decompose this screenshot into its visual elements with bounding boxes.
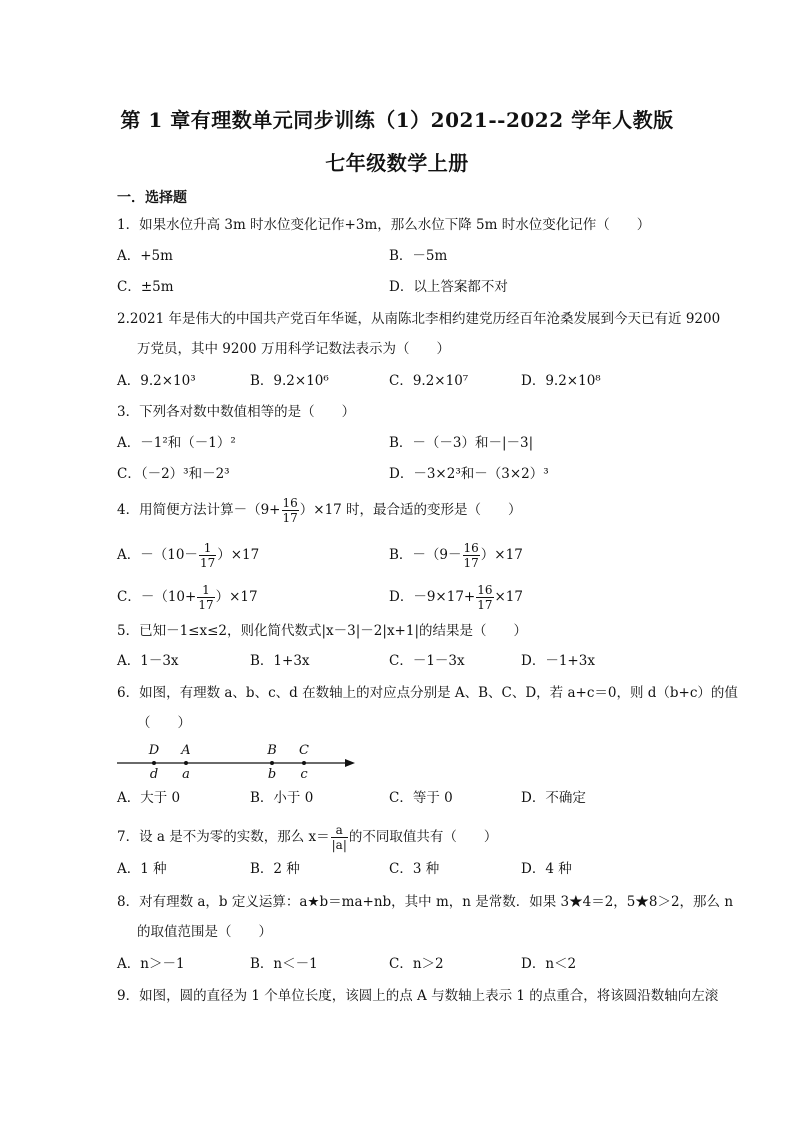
q2-option-d: D．9.2×10⁸ — [521, 373, 601, 389]
q7-stem — [117, 823, 497, 852]
label-upper-b: B — [267, 743, 277, 758]
q8-option-d: D．n＜2 — [521, 956, 577, 972]
q9-stem-line1: 9．如图，圆的直径为 1 个单位长度，该圆上的点 A 与数轴上表示 1 的点重合，将该圆沿数轴向左滚 — [117, 988, 719, 1004]
q3-option-c: C．（－2）³和－2³ — [117, 466, 230, 482]
q7-option-c: C．3 种 — [389, 861, 440, 877]
q6-stem-line2: （ ） — [137, 715, 191, 731]
q4-stem — [117, 496, 522, 525]
q8-option-b: B．n＜－1 — [250, 956, 318, 972]
q4-a-fraction — [199, 541, 216, 570]
q4-d-pre: D．－9×17+ — [389, 589, 476, 605]
q5-option-b: B．1+3x — [250, 653, 310, 669]
q4-c-denominator: 17 — [198, 598, 214, 612]
point-b-marker — [270, 761, 274, 765]
q4-stem-post: ）×17 时，最合适的变形是（ ） — [299, 502, 522, 518]
number-line-arrow — [345, 759, 355, 767]
q6-option-d: D．不确定 — [521, 790, 586, 806]
q6-option-a: A．大于 0 — [117, 790, 181, 806]
q7-stem-pre: 7．设 a 是不为零的实数，那么 x＝ — [117, 829, 330, 845]
label-lower-d: d — [149, 767, 159, 780]
section-heading: 一．选择题 — [117, 190, 187, 206]
point-a-marker — [184, 761, 188, 765]
q4-d-fraction — [476, 583, 493, 612]
point-c-marker — [302, 761, 306, 765]
q4-option-c — [117, 583, 258, 612]
q6-stem-line1: 6．如图，有理数 a、b、c、d 在数轴上的对应点分别是 A、B、C、D，若 a+c＝0，则 d（b+c）的值 — [117, 685, 738, 701]
q6-option-b: B．小于 0 — [250, 790, 314, 806]
q7-option-a: A．1 种 — [117, 861, 167, 877]
q4-b-post: ）×17 — [480, 547, 523, 563]
q3-option-a: A．－1²和（－1）² — [117, 435, 236, 451]
title-line-1: 第 1 章有理数单元同步训练（1）2021--2022 学年人教版 — [120, 108, 674, 132]
label-upper-c: C — [299, 743, 309, 758]
q1-option-d: D．以上答案都不对 — [389, 279, 508, 295]
q7-stem-denominator: |a| — [331, 838, 347, 852]
q7-stem-post: 的不同取值共有（ ） — [348, 829, 498, 845]
q7-option-d: D．4 种 — [521, 861, 572, 877]
q2-stem-line2: 万党员，其中 9200 万用科学记数法表示为（ ） — [137, 341, 450, 357]
q5-option-c: C．－1－3x — [389, 653, 465, 669]
q4-c-pre: C．－（10+ — [117, 589, 197, 605]
q4-stem-numerator: 16 — [282, 496, 298, 510]
q8-option-c: C．n＞2 — [389, 956, 444, 972]
label-upper-d: D — [148, 743, 160, 758]
q4-b-denominator: 17 — [463, 556, 479, 570]
q8-stem-line1: 8．对有理数 a，b 定义运算：a★b＝ma+nb，其中 m，n 是常数．如果 3★4＝2，5★8＞2，那么 n — [117, 894, 734, 910]
q1-option-b: B．－5m — [389, 248, 448, 264]
q4-a-post: ）×17 — [217, 547, 260, 563]
q4-option-d — [389, 583, 523, 612]
q4-c-fraction — [197, 583, 214, 612]
q5-stem: 5．已知－1≤x≤2，则化简代数式|x－3|－2|x+1|的结果是（ ） — [117, 623, 528, 639]
q4-a-denominator: 17 — [199, 556, 216, 570]
label-upper-a: A — [181, 743, 191, 758]
q4-c-post: ）×17 — [215, 589, 258, 605]
label-lower-a: a — [182, 767, 190, 780]
q4-c-numerator: 1 — [197, 583, 214, 598]
q8-option-a: A．n＞－1 — [117, 956, 185, 972]
q1-stem: 1．如果水位升高 3m 时水位变化记作+3m，那么水位下降 5m 时水位变化记作（ ） — [117, 217, 651, 233]
q4-b-fraction — [463, 541, 480, 570]
q4-b-numerator: 16 — [463, 541, 479, 555]
q2-option-a: A．9.2×10³ — [117, 373, 196, 389]
q3-option-d: D．－3×2³和－（3×2）³ — [389, 466, 549, 482]
q4-stem-fraction — [282, 496, 299, 525]
q8-stem-line2: 的取值范围是（ ） — [137, 924, 272, 940]
q5-option-a: A．1－3x — [117, 653, 179, 669]
number-line-figure — [117, 738, 362, 780]
q4-b-pre: B．－（9－ — [389, 547, 462, 563]
label-lower-b: b — [267, 767, 277, 780]
q7-stem-numerator: a — [331, 823, 348, 838]
q4-option-b — [389, 541, 523, 570]
label-lower-c: c — [300, 767, 308, 780]
q4-stem-pre: 4．用简便方法计算－（9+ — [117, 502, 281, 518]
q2-option-c: C．9.2×10⁷ — [389, 373, 469, 389]
q4-option-a — [117, 541, 259, 570]
q3-option-b: B．－（－3）和－|－3| — [389, 435, 534, 451]
q4-d-denominator: 17 — [477, 598, 493, 612]
q1-option-c: C．±5m — [117, 279, 174, 295]
q5-option-d: D．－1+3x — [521, 653, 595, 669]
q7-stem-fraction — [331, 823, 348, 852]
q7-option-b: B．2 种 — [250, 861, 300, 877]
q4-d-numerator: 16 — [477, 583, 493, 597]
q2-stem-line1: 2.2021 年是伟大的中国共产党百年华诞，从南陈北李相约建党历经百年沧桑发展到今天已有近 9200 — [117, 311, 721, 327]
q4-stem-denominator: 17 — [282, 511, 298, 525]
q2-option-b: B．9.2×10⁶ — [250, 373, 329, 389]
title-line-2: 七年级数学上册 — [325, 151, 469, 175]
q4-a-numerator: 1 — [199, 541, 216, 556]
q6-option-c: C．等于 0 — [389, 790, 453, 806]
q4-d-post: ×17 — [494, 589, 523, 605]
point-d-marker — [152, 761, 156, 765]
q3-stem: 3．下列各对数中数值相等的是（ ） — [117, 404, 356, 420]
q1-option-a: A．+5m — [117, 248, 173, 264]
q4-a-pre: A．－（10－ — [117, 547, 198, 563]
